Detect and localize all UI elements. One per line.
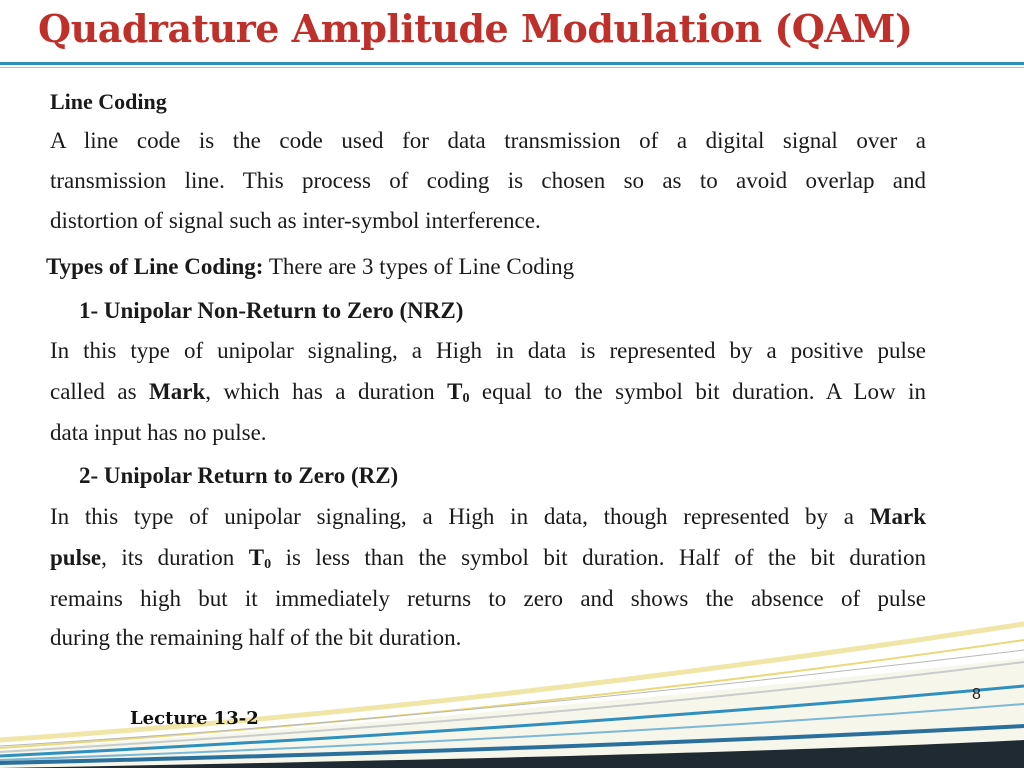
t0-letter-2: T — [248, 545, 265, 570]
page-number: 8 — [972, 686, 981, 703]
t0-subscript-2: 0 — [264, 557, 272, 572]
item2-line-2 — [50, 545, 926, 573]
t0-symbol — [447, 379, 469, 404]
item1-line-2-a: called as — [50, 379, 137, 404]
item2-line-2-a: , its duration — [101, 545, 235, 570]
intro-line-3: distortion of signal such as inter-symbol interference. — [50, 208, 541, 233]
item2-line-4: during the remaining half of the bit duration. — [50, 625, 462, 650]
item1-line-1: In this type of unipolar signaling, a High in data is represented by a positive pulse — [50, 338, 926, 363]
item2-line-2-b: is less than the symbol bit duration. Half of the bit duration — [271, 545, 926, 570]
t0-symbol-2 — [249, 545, 271, 570]
item2-line-3: remains high but it immediately returns to zero and shows the absence of pulse — [50, 586, 926, 611]
mark-term: Mark — [149, 379, 206, 404]
item1-line-2-b: , which has a duration — [205, 379, 435, 404]
intro-line-2: transmission line. This process of coding is chosen so as to avoid overlap and — [50, 168, 926, 193]
section-heading: Line Coding — [50, 89, 167, 114]
lecture-label: Lecture 13-2 — [130, 708, 259, 729]
types-label: Types of Line Coding: — [46, 254, 264, 279]
types-text: There are 3 types of Line Coding — [268, 254, 575, 279]
item2-line-1 — [50, 504, 926, 530]
intro-line-1: A line code is the code used for data transmission of a digital signal over a — [50, 128, 926, 153]
t0-letter: T — [447, 379, 463, 404]
t0-subscript: 0 — [462, 391, 470, 406]
slide-title: Quadrature Amplitude Modulation (QAM) — [38, 6, 913, 51]
footer-swoosh-decoration — [0, 600, 1024, 768]
item1-line-2-c: equal to the symbol bit duration. A Low in — [469, 379, 927, 404]
item2-heading: 2- Unipolar Return to Zero (RZ) — [79, 463, 399, 488]
mark-term-2: Mark — [869, 504, 927, 529]
item1-line-2 — [50, 379, 926, 407]
item1-line-3: data input has no pulse. — [50, 420, 267, 445]
item1-heading: 1- Unipolar Non-Return to Zero (NRZ) — [79, 298, 464, 323]
item2-line-1-a: In this type of unipolar signaling, a High in data, though represented by a — [50, 504, 855, 529]
pulse-term: pulse — [50, 545, 102, 570]
types-line — [46, 254, 574, 280]
